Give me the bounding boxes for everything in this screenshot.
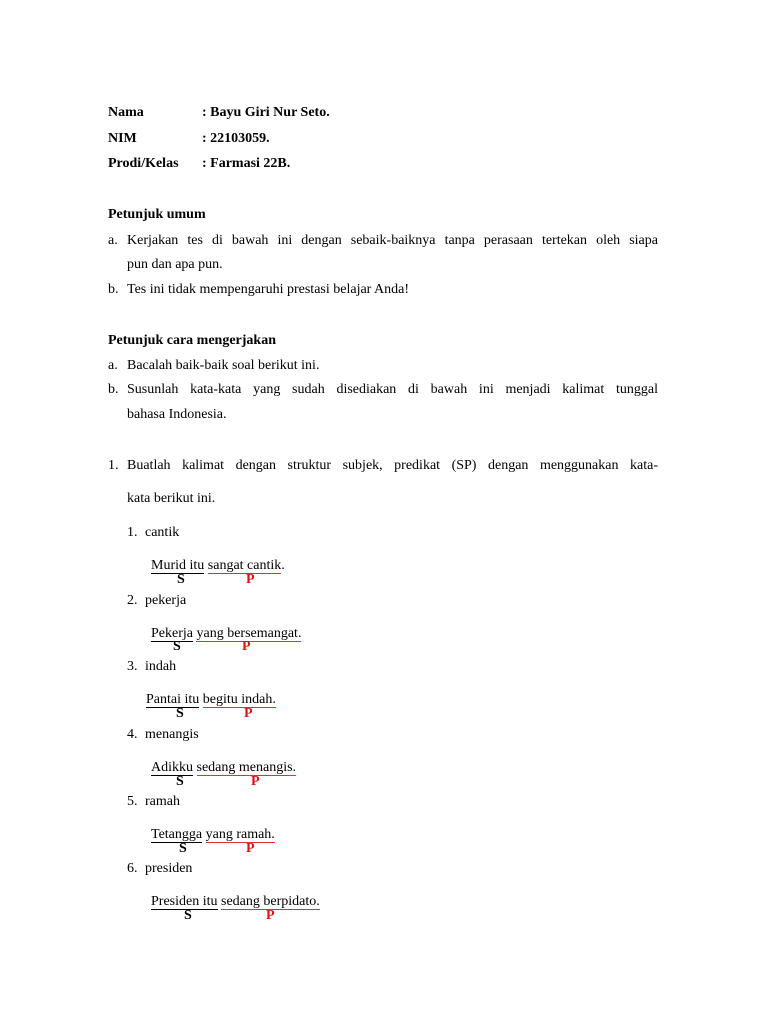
item-marker: 3. <box>127 659 138 674</box>
item-marker: 5. <box>127 794 138 809</box>
subject-phrase: Adikku <box>151 760 193 775</box>
sentence <box>151 759 296 776</box>
method-b-marker: b. <box>108 382 119 397</box>
class-value: : Farmasi 22B. <box>202 156 291 171</box>
sentence <box>151 557 285 574</box>
subject-label: S <box>176 706 184 721</box>
item-marker: 6. <box>127 861 138 876</box>
nim-label: NIM <box>108 131 137 146</box>
general-b-line1: Tes ini tidak mempengaruhi prestasi belajar Anda! <box>127 282 410 297</box>
item-word: cantik <box>145 525 180 540</box>
subject-phrase: Murid itu <box>151 558 205 573</box>
predicate-phrase: sangat cantik <box>207 558 282 573</box>
nim-value: : 22103059. <box>202 131 270 146</box>
item-word: menangis <box>145 727 199 742</box>
general-a-marker: a. <box>108 233 118 248</box>
predicate-phrase: yang ramah. <box>205 827 275 842</box>
sentence <box>151 826 275 843</box>
name-value: : Bayu Giri Nur Seto. <box>202 105 330 120</box>
general-b-marker: b. <box>108 282 119 297</box>
predicate-label: P <box>251 774 260 789</box>
name-label: Nama <box>108 105 144 120</box>
predicate-label: P <box>246 841 255 856</box>
sentence <box>151 893 320 910</box>
predicate-label: P <box>246 572 255 587</box>
task-line1: Buatlah kalimat dengan struktur subjek, predikat (SP) dengan menggunakan kata- <box>127 458 658 473</box>
method-a-marker: a. <box>108 358 118 373</box>
subject-label: S <box>173 639 181 654</box>
task-line2: kata berikut ini. <box>127 491 216 506</box>
subject-label: S <box>176 774 184 789</box>
class-label: Prodi/Kelas <box>108 156 179 171</box>
sentence-end: . <box>281 558 285 573</box>
predicate-label: P <box>242 639 251 654</box>
subject-label: S <box>177 572 185 587</box>
item-marker: 2. <box>127 593 138 608</box>
method-b-line2: bahasa Indonesia. <box>127 407 227 422</box>
item-marker: 1. <box>127 525 138 540</box>
item-word: pekerja <box>145 593 187 608</box>
item-word: ramah <box>145 794 180 809</box>
general-a-line2: pun dan apa pun. <box>127 257 223 272</box>
general-a-line1: Kerjakan tes di bawah ini dengan sebaik-baiknya tanpa perasaan tertekan oleh siapa <box>127 233 658 248</box>
subject-label: S <box>184 908 192 923</box>
predicate-phrase: begitu indah. <box>202 692 276 707</box>
predicate-phrase: sedang menangis. <box>196 760 297 775</box>
predicate-phrase: sedang berpidato. <box>221 894 320 909</box>
method-heading: Petunjuk cara mengerjakan <box>108 333 276 348</box>
subject-phrase: Tetangga <box>151 827 203 842</box>
item-marker: 4. <box>127 727 138 742</box>
general-heading: Petunjuk umum <box>108 207 206 222</box>
method-a-line1: Bacalah baik-baik soal berikut ini. <box>127 358 320 373</box>
task-marker: 1. <box>108 458 119 473</box>
item-word: indah <box>145 659 177 674</box>
sentence <box>146 691 276 708</box>
method-b-line1: Susunlah kata-kata yang sudah disediakan di bawah ini menjadi kalimat tunggal <box>127 382 658 397</box>
subject-phrase: Presiden itu <box>151 894 218 909</box>
predicate-label: P <box>244 706 253 721</box>
subject-phrase: Pekerja <box>151 626 193 641</box>
item-word: presiden <box>145 861 193 876</box>
subject-phrase: Pantai itu <box>146 692 200 707</box>
predicate-label: P <box>266 908 275 923</box>
subject-label: S <box>179 841 187 856</box>
predicate-phrase: yang bersemangat. <box>196 626 302 641</box>
